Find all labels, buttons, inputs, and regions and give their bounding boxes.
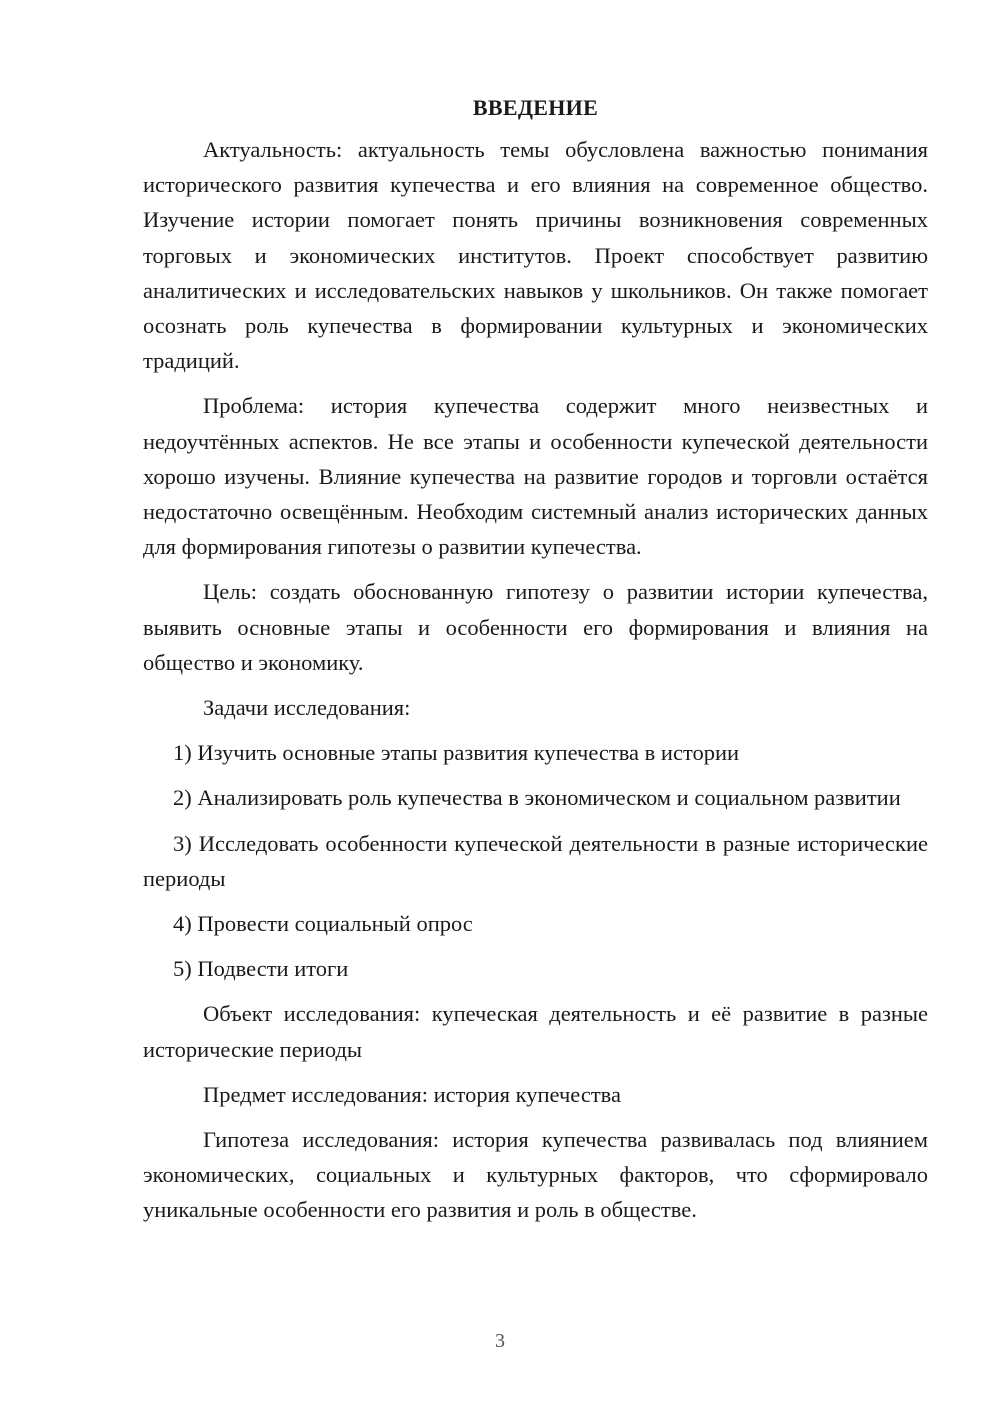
list-item: 3) Исследовать особенности купеческой деятельности в разные исторические периоды: [143, 830, 928, 891]
paragraph-hypothesis: Гипотеза исследования: история купечества развивалась под влиянием экономических, социальных и культурных факторов, что сформировало уникальные особенности его развития и роль в обществе.: [143, 1127, 928, 1223]
paragraph-goal: Цель: создать обоснованную гипотезу о развитии истории купечества, выявить основные этапы и особенности его формирования и влияния на общество и экономику.: [143, 579, 928, 675]
page-title: ВВЕДЕНИЕ: [472, 95, 599, 120]
tasks-list: [143, 735, 928, 986]
document-page: [143, 90, 928, 1238]
paragraph-object: Объект исследования: купеческая деятельность и её развитие в разные исторические периоды: [143, 1001, 928, 1062]
paragraph-problem: Проблема: история купечества содержит много неизвестных и недоучтённых аспектов. Не все этапы и особенности купеческой деятельности хорошо изучены. Влияние купечества на развитие городов и торговли остаётся недостаточно освещённым. Необходим системный анализ исторических данных для формирования гипотезы о развитии купечества.: [143, 393, 928, 560]
list-item: 5) Подвести итоги: [173, 956, 349, 982]
list-item: 4) Провести социальный опрос: [173, 911, 473, 937]
paragraph-subject: Предмет исследования: история купечества: [203, 1081, 621, 1107]
tasks-heading: Задачи исследования:: [203, 695, 411, 721]
paragraph-relevance: Актуальность: актуальность темы обусловлена важностью понимания исторического развития купечества и его влияния на современное общество. Изучение истории помогает понять причины возникновения современных торговых и экономических институтов. Проект способствует развитию аналитических и исследовательских навыков у школьников. Он также помогает осознать роль купечества в формировании культурных и экономических традиций.: [143, 137, 928, 374]
list-item: 1) Изучить основные этапы развития купечества в истории: [173, 740, 740, 766]
list-item: 2) Анализировать роль купечества в экономическом и социальном развитии: [173, 785, 901, 811]
page-number: 3: [495, 1330, 505, 1352]
